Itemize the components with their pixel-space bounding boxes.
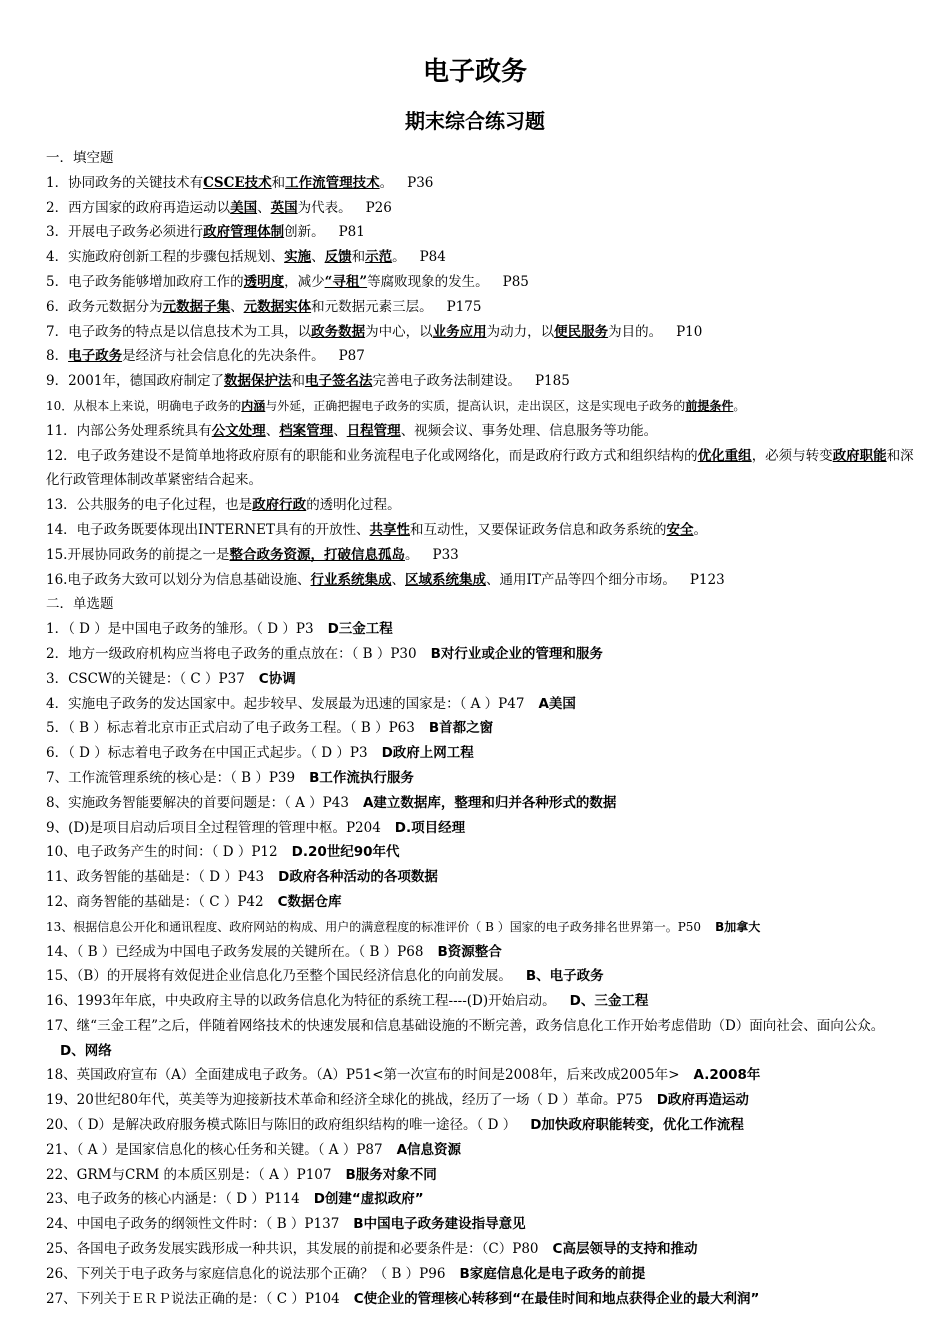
fill-question-list [46,171,916,593]
page-reference: P185 [534,373,570,390]
choice-question [46,1287,916,1312]
choice-question [46,1212,916,1237]
question-text: 。 [379,174,394,191]
question-text: 5．电子政务能够增加政府工作的 [46,273,244,290]
choice-question [46,1187,916,1212]
answer-bold: A建立数据库，整理和归并各种形式的数据 [362,794,617,811]
answer-underlined: 反馈 [324,249,352,266]
question-text: 24、中国电子政务的纲领性文件时：（ B ）P137 [46,1216,340,1233]
fill-question [46,295,916,320]
answer-bold: B工作流执行服务 [309,769,414,786]
question-text: 16.电子政务大致可以划分为信息基础设施、 [46,571,311,588]
question-text: 26、下列关于电子政务与家庭信息化的说法那个正确？（ B ）P96 [46,1265,446,1282]
answer-bold: D政府再造运动 [656,1092,749,1109]
question-text: 为目的。 [608,323,663,340]
question-text: 14．电子政务既要体现出INTERNET具有的开放性、 [46,521,370,538]
answer-bold: B首都之窗 [428,720,494,737]
answer-underlined: 行业系统集成 [310,571,392,588]
question-text: 15.开展协同政务的前提之一是 [46,546,230,563]
question-text: 与外延，正确把握电子政务的实质，提高认识，走出误区，这是实现电子政务的 [265,398,686,413]
question-text: 等腐败现象的发生。 [367,273,489,290]
answer-bold: D三金工程 [327,621,393,638]
answer-bold: D.项目经理 [394,819,466,836]
choice-question [46,890,916,915]
fill-question [46,196,916,221]
fill-question [46,344,916,369]
choice-question [46,1163,916,1188]
answer-bold: B服务对象不同 [345,1166,437,1183]
question-text: ，减少 [284,273,325,290]
answer-underlined: 前提条件 [685,398,734,413]
answer-underlined: 日程管理 [346,422,401,439]
section-heading-fill: 一．填空题 [46,150,114,166]
page-reference: P87 [338,348,365,365]
question-text: 2．地方一级政府机构应当将电子政务的重点放在：（ B ）P30 [46,645,417,662]
choice-question [46,642,916,667]
question-text: 和深化行政管理体制改革紧密结合起来。 [46,447,914,489]
answer-underlined: 公文处理 [211,422,266,439]
choice-question [46,1138,916,1163]
answer-underlined: 数据保护法 [223,373,292,390]
answer-underlined: 政府职能 [832,447,887,464]
choice-question [46,1063,916,1088]
fill-question [46,543,916,568]
answer-underlined: 优化重组 [697,447,752,464]
choice-question [46,716,916,741]
answer-bold: B加拿大 [715,919,761,934]
question-text: 20、（ D）是解决政府服务模式陈旧与陈旧的政府组织结构的唯一途径。（ D ） [46,1117,517,1134]
question-text: 5．（ B ）标志着北京市正式启动了电子政务工程。（ B ）P63 [46,720,415,737]
question-text: 27、下列关于ＥＲＰ说法正确的是：（ C ）P104 [46,1290,340,1307]
answer-underlined: 档案管理 [279,422,334,439]
choice-question [46,940,916,965]
question-text: 、 [230,298,244,315]
answer-underlined: 安全 [666,521,694,538]
answer-underlined: CSCE技术 [203,174,272,191]
answer-bold: A.2008年 [693,1067,761,1084]
question-text: 18、英国政府宣布（A）全面建成电子政务。（A）P51<第一次宣布的时间是2008年，后来改成2005年> [46,1067,680,1084]
answer-bold: A信息资源 [396,1141,462,1158]
question-text: 7、工作流管理系统的核心是：（ B ）P39 [46,769,296,786]
document-body [46,146,916,1311]
answer-underlined: 区域系统集成 [404,571,486,588]
question-text: 13、根据信息公开化和通讯程度、政府网站的构成、用户的满意程度的标准评价（ B ）国家的电子政务排名世界第一。P50 [46,919,702,934]
fill-question [46,394,916,419]
answer-underlined: “寻租” [324,273,368,290]
page-reference: P85 [502,273,529,290]
question-text: 、视频会议、事务处理、信息服务等功能。 [400,422,658,439]
choice-question [46,1014,916,1064]
answer-underlined: 工作流管理技术 [285,174,380,191]
question-text: 和元数据元素三层。 [311,298,433,315]
answer-bold: D政府上网工程 [381,745,474,762]
question-text: 。 [733,398,746,413]
page-reference: P26 [365,199,392,216]
question-text: 。 [404,546,419,563]
fill-question [46,518,916,543]
answer-underlined: 政府管理体制 [203,224,285,241]
question-text: 是经济与社会信息化的先决条件。 [122,348,325,365]
question-text: 23、电子政务的核心内涵是：（ D ）P114 [46,1191,300,1208]
question-text: 7．电子政务的特点是以信息技术为工具，以 [46,323,312,340]
answer-underlined: 共享性 [369,521,411,538]
question-text: 15、（B）的开展将有效促进企业信息化乃至整个国民经济信息化的向前发展。 [46,968,512,985]
answer-bold: C协调 [258,670,296,687]
page-reference: P84 [419,249,446,266]
choice-question [46,617,916,642]
fill-question [46,419,916,444]
question-text: 3．CSCW的关键是：（ C ）P37 [46,670,245,687]
answer-underlined: 内涵 [241,398,266,413]
question-text: 和互动性，又要保证政务信息和政务系统的 [410,521,667,538]
question-text: 19、20世纪80年代，英美等为迎接新技术革命和经济全球化的挑战，经历了一场（ D ）革命。P75 [46,1092,643,1109]
answer-bold: B、电子政务 [525,968,604,985]
question-text: 、通用IT产品等四个细分市场。 [485,571,676,588]
question-text: 、 [311,249,325,266]
question-text: 2．西方国家的政府再造运动以 [46,199,231,216]
choice-question [46,667,916,692]
answer-bold: D、网络 [60,1042,112,1059]
page-reference: P175 [446,298,482,315]
question-text: 13．公共服务的电子化过程，也是 [46,497,253,514]
choice-question-list [46,617,916,1311]
question-text: 和 [351,249,366,266]
question-text: 10、电子政务产生的时间：（ D ）P12 [46,844,278,861]
question-text: 6．政务元数据分为 [46,298,163,315]
answer-underlined: 英国 [270,199,298,216]
question-text: 25、各国电子政务发展实践形成一种共识，其发展的前提和必要条件是：（C）P80 [46,1241,539,1258]
answer-underlined: 电子签名法 [304,373,373,390]
answer-bold: D.20世纪90年代 [291,844,400,861]
question-text: 。 [693,521,708,538]
answer-underlined: 元数据子集 [162,298,231,315]
page-reference: P123 [689,571,725,588]
answer-underlined: 元数据实体 [243,298,312,315]
answer-bold: D政府各种活动的各项数据 [278,869,438,886]
question-text: 4．实施电子政务的发达国家中。起步较早、发展最为迅速的国家是：（ A ）P47 [46,695,525,712]
question-text: 创新。 [284,224,325,241]
question-text: 1．协同政务的关键技术有 [46,174,204,191]
question-text: 12．电子政务建设不是简单地将政府原有的职能和业务流程电子化或网络化，而是政府行政方式和组织结构的 [46,447,698,464]
answer-underlined: 实施 [284,249,312,266]
answer-bold: C使企业的管理核心转移到“在最佳时间和地点获得企业的最大利润” [353,1290,760,1307]
choice-question [46,1088,916,1113]
fill-question [46,220,916,245]
question-text: 8． [46,348,69,365]
choice-question [46,816,916,841]
fill-question [46,320,916,345]
answer-underlined: 透明度 [243,273,285,290]
choice-question [46,692,916,717]
page-reference: P33 [432,546,459,563]
page-reference: P36 [407,174,434,191]
question-text: 为中心，以 [365,323,433,340]
answer-underlined: 示范 [365,249,393,266]
answer-bold: B对行业或企业的管理和服务 [430,645,603,662]
answer-underlined: 政务数据 [311,323,366,340]
fill-question [46,270,916,295]
choice-question [46,1262,916,1287]
fill-question [46,444,916,494]
question-text: 为动力，以 [486,323,555,340]
answer-bold: C数据仓库 [277,893,342,910]
fill-question [46,245,916,270]
question-text: 为代表。 [297,199,352,216]
question-text: 、 [333,422,347,439]
question-text: 17、继“三金工程”之后，伴随着网络技术的快速发展和信息基础设施的不断完善，政务信息化工作开始考虑借助（D）面向社会、面向公众。 [46,1017,885,1034]
answer-bold: D加快政府职能转变，优化工作流程 [530,1117,744,1134]
question-text: 9、(D)是项目启动后项目全过程管理的管理中枢。P204 [46,819,381,836]
choice-question [46,865,916,890]
question-text: 9．2001年，德国政府制定了 [46,373,224,390]
question-text: 完善电子政务法制建设。 [372,373,521,390]
answer-bold: D创建“虚拟政府” [313,1191,424,1208]
question-text: 、 [257,199,271,216]
choice-question [46,1113,916,1138]
question-text: 1．（ D ）是中国电子政务的雏形。（ D ）P3 [46,621,314,638]
choice-question [46,989,916,1014]
fill-question [46,171,916,196]
page-reference: P10 [676,323,703,340]
document-subtitle: 期末综合练习题 [405,109,545,133]
question-text: 、 [391,571,405,588]
answer-underlined: 整合政务资源，打破信息孤岛 [229,546,405,563]
question-text: 。 [392,249,406,266]
fill-question [46,493,916,518]
answer-bold: A美国 [538,695,576,712]
question-text: 10．从根本上来说，明确电子政务的 [46,398,242,413]
question-text: 11、政务智能的基础是：（ D ）P43 [46,869,265,886]
question-text: 和 [291,373,305,390]
question-text: 和 [271,174,286,191]
answer-bold: B中国电子政务建设指导意见 [353,1216,526,1233]
page-reference: P81 [338,224,365,241]
choice-question [46,840,916,865]
answer-underlined: 美国 [230,199,258,216]
answer-underlined: 便民服务 [554,323,609,340]
answer-bold: B资源整合 [437,943,502,960]
answer-underlined: 政府行政 [252,497,307,514]
choice-question [46,1237,916,1262]
choice-question [46,964,916,989]
question-text: 3．开展电子政务必须进行 [46,224,204,241]
question-text: 16、1993年年底，中央政府主导的以政务信息化为特征的系统工程----(D)开始启动。 [46,993,556,1010]
answer-bold: C高层领导的支持和推动 [552,1241,698,1258]
answer-bold: D、三金工程 [569,993,649,1010]
question-text: 、 [265,422,280,439]
question-text: 14、（ B ）已经成为中国电子政务发展的关键所在。（ B ）P68 [46,943,424,960]
question-text: 6．（ D ）标志着电子政务在中国正式起步。（ D ）P3 [46,745,368,762]
question-text: 4．实施政府创新工程的步骤包括规划、 [46,249,285,266]
answer-underlined: 业务应用 [432,323,487,340]
choice-question [46,791,916,816]
choice-question [46,766,916,791]
document-title: 电子政务 [422,57,527,87]
question-text: ，必须与转变 [751,447,833,464]
question-text: 8、实施政务智能要解决的首要问题是：（ A ）P43 [46,794,349,811]
question-text: 11．内部公务处理系统具有 [46,422,212,439]
question-text: 22、GRM与CRM 的本质区别是：（ A ）P107 [46,1166,332,1183]
question-text: 的透明化过程。 [306,497,401,514]
choice-question [46,741,916,766]
section-heading-choice: 二．单选题 [46,596,114,613]
fill-question [46,369,916,394]
answer-bold: B家庭信息化是电子政务的前提 [459,1265,646,1282]
choice-question [46,915,916,940]
question-text: 12、商务智能的基础是：（ C ）P42 [46,893,264,910]
answer-underlined: 电子政务 [68,348,123,365]
fill-question [46,568,916,593]
question-text: 21、（ A ）是国家信息化的核心任务和关键。（ A ）P87 [46,1141,383,1158]
